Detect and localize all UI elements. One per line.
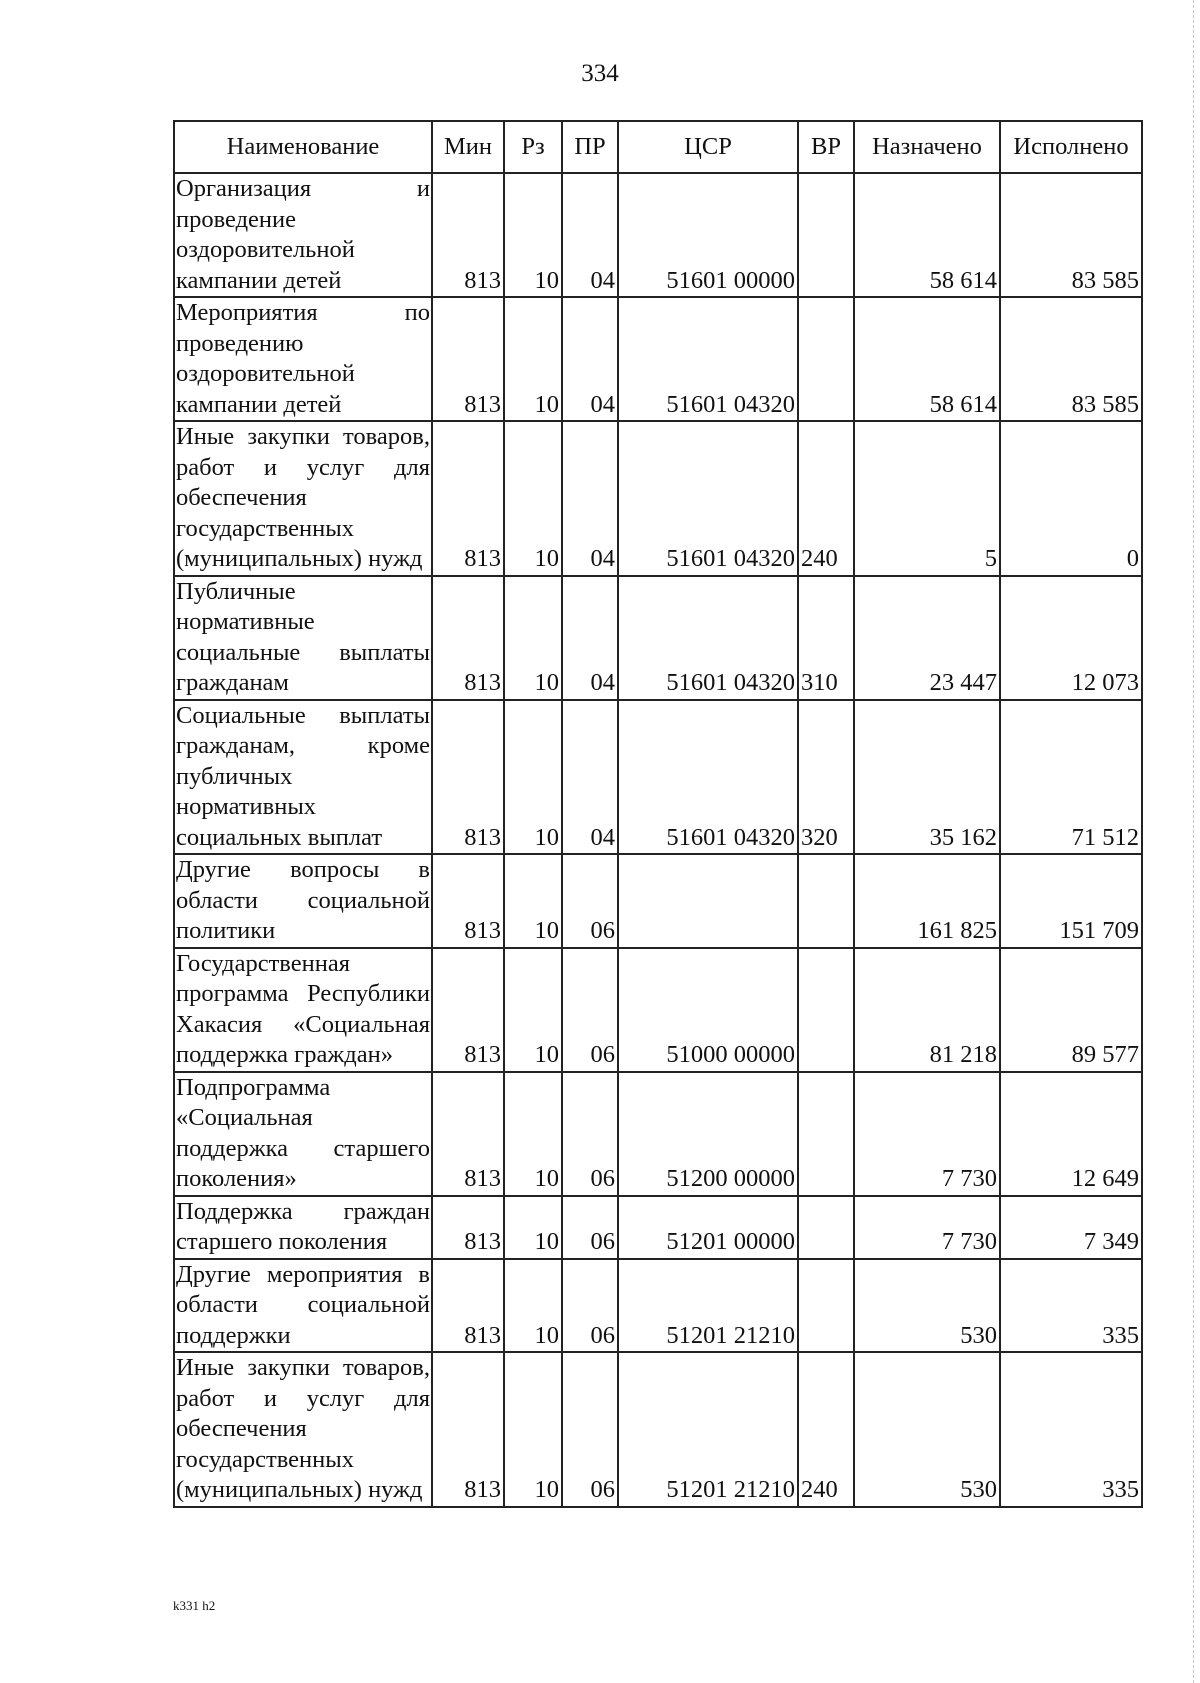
cell-vr <box>798 1259 854 1353</box>
table-row <box>174 576 1142 700</box>
cell-min: 813 <box>432 421 504 576</box>
cell-assigned: 7 730 <box>854 1196 1000 1259</box>
cell-csr: 51201 21210 <box>618 1352 798 1507</box>
header-pr: ПР <box>562 121 618 173</box>
cell-name: Поддержка граждан старшего поколения <box>174 1196 432 1259</box>
cell-executed: 12 073 <box>1000 576 1142 700</box>
table-row <box>174 854 1142 948</box>
cell-executed: 89 577 <box>1000 948 1142 1072</box>
cell-name: Другие вопросы в области социальной политики <box>174 854 432 948</box>
cell-vr: 320 <box>798 700 854 855</box>
cell-rz: 10 <box>504 173 562 297</box>
cell-rz: 10 <box>504 1072 562 1196</box>
cell-name: Другие мероприятия в области социальной поддержки <box>174 1259 432 1353</box>
cell-csr: 51201 00000 <box>618 1196 798 1259</box>
cell-vr <box>798 948 854 1072</box>
cell-name: Иные закупки товаров, работ и услуг для обеспечения государственных (муниципальных) нужд <box>174 1352 432 1507</box>
cell-rz: 10 <box>504 1196 562 1259</box>
cell-min: 813 <box>432 854 504 948</box>
cell-name: Мероприятия по проведению оздоровительной кампании детей <box>174 297 432 421</box>
cell-executed: 83 585 <box>1000 297 1142 421</box>
cell-min: 813 <box>432 1072 504 1196</box>
cell-assigned: 23 447 <box>854 576 1000 700</box>
cell-csr: 51000 00000 <box>618 948 798 1072</box>
cell-rz: 10 <box>504 700 562 855</box>
cell-executed: 335 <box>1000 1259 1142 1353</box>
cell-vr <box>798 1072 854 1196</box>
cell-assigned: 81 218 <box>854 948 1000 1072</box>
cell-csr: 51201 21210 <box>618 1259 798 1353</box>
cell-executed: 7 349 <box>1000 1196 1142 1259</box>
cell-csr <box>618 854 798 948</box>
cell-pr: 06 <box>562 1352 618 1507</box>
table-row <box>174 297 1142 421</box>
table-row <box>174 1196 1142 1259</box>
cell-executed: 151 709 <box>1000 854 1142 948</box>
header-min: Мин <box>432 121 504 173</box>
header-name: Наименование <box>174 121 432 173</box>
cell-name: Публичные нормативные социальные выплаты гражданам <box>174 576 432 700</box>
cell-min: 813 <box>432 1352 504 1507</box>
table-row <box>174 1352 1142 1507</box>
cell-vr: 310 <box>798 576 854 700</box>
cell-pr: 06 <box>562 1196 618 1259</box>
cell-csr: 51601 04320 <box>618 576 798 700</box>
cell-assigned: 35 162 <box>854 700 1000 855</box>
cell-name: Иные закупки товаров, работ и услуг для обеспечения государственных (муниципальных) нужд <box>174 421 432 576</box>
header-row <box>174 121 1142 173</box>
table-row <box>174 173 1142 297</box>
cell-executed: 0 <box>1000 421 1142 576</box>
cell-csr: 51200 00000 <box>618 1072 798 1196</box>
table-row <box>174 1072 1142 1196</box>
cell-min: 813 <box>432 297 504 421</box>
cell-name: Социальные выплаты гражданам, кроме публичных нормативных социальных выплат <box>174 700 432 855</box>
header-vr: ВР <box>798 121 854 173</box>
cell-assigned: 58 614 <box>854 297 1000 421</box>
cell-pr: 06 <box>562 1072 618 1196</box>
cell-min: 813 <box>432 700 504 855</box>
table-header <box>174 121 1142 173</box>
cell-name: Подпрограмма «Социальная поддержка старшего поколения» <box>174 1072 432 1196</box>
cell-vr <box>798 854 854 948</box>
table-row <box>174 1259 1142 1353</box>
cell-assigned: 161 825 <box>854 854 1000 948</box>
footer-code: k331 h2 <box>173 1598 216 1613</box>
table-row <box>174 421 1142 576</box>
cell-rz: 10 <box>504 854 562 948</box>
cell-executed: 83 585 <box>1000 173 1142 297</box>
cell-assigned: 530 <box>854 1352 1000 1507</box>
cell-pr: 06 <box>562 854 618 948</box>
cell-vr: 240 <box>798 421 854 576</box>
cell-rz: 10 <box>504 1259 562 1353</box>
cell-csr: 51601 00000 <box>618 173 798 297</box>
cell-pr: 04 <box>562 576 618 700</box>
header-rz: Рз <box>504 121 562 173</box>
cell-pr: 04 <box>562 421 618 576</box>
header-assigned: Назначено <box>854 121 1000 173</box>
cell-pr: 04 <box>562 700 618 855</box>
cell-assigned: 58 614 <box>854 173 1000 297</box>
header-csr: ЦСР <box>618 121 798 173</box>
cell-min: 813 <box>432 173 504 297</box>
cell-executed: 335 <box>1000 1352 1142 1507</box>
cell-pr: 06 <box>562 1259 618 1353</box>
cell-min: 813 <box>432 948 504 1072</box>
cell-rz: 10 <box>504 1352 562 1507</box>
cell-pr: 04 <box>562 173 618 297</box>
cell-assigned: 5 <box>854 421 1000 576</box>
cell-vr: 240 <box>798 1352 854 1507</box>
cell-pr: 04 <box>562 297 618 421</box>
cell-pr: 06 <box>562 948 618 1072</box>
cell-rz: 10 <box>504 297 562 421</box>
cell-min: 813 <box>432 576 504 700</box>
cell-executed: 12 649 <box>1000 1072 1142 1196</box>
header-executed: Исполнено <box>1000 121 1142 173</box>
cell-rz: 10 <box>504 421 562 576</box>
cell-min: 813 <box>432 1196 504 1259</box>
cell-vr <box>798 1196 854 1259</box>
cell-assigned: 7 730 <box>854 1072 1000 1196</box>
cell-min: 813 <box>432 1259 504 1353</box>
page-number: 334 <box>581 60 619 87</box>
cell-rz: 10 <box>504 948 562 1072</box>
cell-vr <box>798 297 854 421</box>
scan-edge-artifact <box>1190 0 1194 1683</box>
cell-vr <box>798 173 854 297</box>
table-row <box>174 948 1142 1072</box>
cell-csr: 51601 04320 <box>618 297 798 421</box>
cell-name: Государственная программа Республики Хакасия «Социальная поддержка граждан» <box>174 948 432 1072</box>
cell-csr: 51601 04320 <box>618 421 798 576</box>
cell-rz: 10 <box>504 576 562 700</box>
cell-name: Организация и проведение оздоровительной кампании детей <box>174 173 432 297</box>
cell-assigned: 530 <box>854 1259 1000 1353</box>
table-row <box>174 700 1142 855</box>
cell-csr: 51601 04320 <box>618 700 798 855</box>
cell-executed: 71 512 <box>1000 700 1142 855</box>
budget-table <box>173 120 1143 1508</box>
table-body <box>174 173 1142 1507</box>
